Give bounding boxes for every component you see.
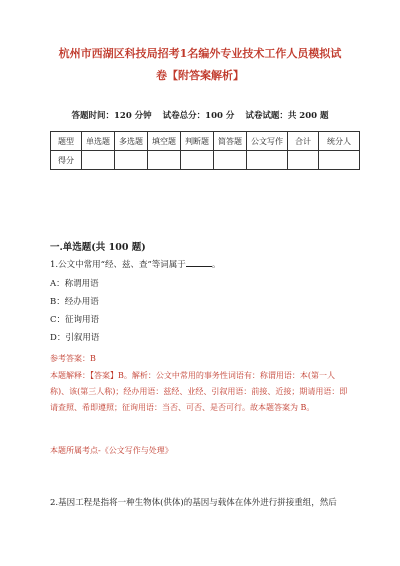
question-1-topic: 本题所属考点-《公文写作与处理》 bbox=[50, 446, 173, 455]
header-cell-fill: 填空题 bbox=[148, 132, 181, 151]
header-cell-single: 单选题 bbox=[82, 132, 115, 151]
score-table-score-row bbox=[51, 151, 360, 170]
score-cell bbox=[148, 151, 181, 170]
header-cell-total: 合计 bbox=[288, 132, 319, 151]
row-label-score: 得分 bbox=[51, 151, 82, 170]
score-cell bbox=[319, 151, 360, 170]
score-cell bbox=[214, 151, 247, 170]
section-title: 一.单选题(共 100 题) bbox=[50, 242, 146, 253]
exam-time: 答题时间：120 分钟 bbox=[71, 111, 152, 121]
question-2-stem: 2.基因工程是指将一种生物体(供体)的基因与载体在体外进行拼接重组，然后 bbox=[50, 498, 337, 508]
score-cell bbox=[288, 151, 319, 170]
score-cell bbox=[82, 151, 115, 170]
header-cell-judge: 判断题 bbox=[181, 132, 214, 151]
document-title: 杭州市西湖区科技局招考1名编外专业技术工作人员模拟试卷【附答案解析】 bbox=[58, 47, 342, 82]
question-1-stem-end: 。 bbox=[211, 260, 221, 270]
question-1-stem-text: 1.公文中常用“经、兹、查”等词属于 bbox=[50, 260, 186, 270]
answer-blank bbox=[186, 258, 212, 267]
score-cell bbox=[247, 151, 288, 170]
header-cell-scorer: 统分人 bbox=[319, 132, 360, 151]
question-1-reference-answer: 参考答案：B bbox=[50, 354, 96, 363]
question-1-option-a: A：称谓用语 bbox=[50, 279, 99, 289]
exam-total-score: 试卷总分：100 分 bbox=[162, 111, 235, 121]
question-1-stem bbox=[50, 258, 350, 270]
question-1-option-d: D：引叙用语 bbox=[50, 333, 100, 343]
score-table bbox=[50, 131, 360, 170]
score-cell bbox=[115, 151, 148, 170]
question-1-option-c: C：征询用语 bbox=[50, 315, 100, 325]
header-cell-type: 题型 bbox=[51, 132, 82, 151]
exam-question-count: 试卷试题：共 200 题 bbox=[245, 111, 329, 121]
question-1-analysis: 本题解释：【答案】B。解析：公文中常用的事务性词语有：称谓用语：本(第一人称)、该(第三人称)；经办用语：兹经、业经、引叙用语：前接、近接；期请用语：即请查照、希即遵照；征询用语：当否、可否、是否可行。故本题答案为 B。 bbox=[50, 371, 348, 412]
header-cell-writing: 公文写作 bbox=[247, 132, 288, 151]
header-cell-short: 简答题 bbox=[214, 132, 247, 151]
exam-info bbox=[0, 109, 400, 121]
header-cell-multi: 多选题 bbox=[115, 132, 148, 151]
question-1-option-b: B：经办用语 bbox=[50, 297, 99, 307]
score-table-header-row bbox=[51, 132, 360, 151]
score-cell bbox=[181, 151, 214, 170]
